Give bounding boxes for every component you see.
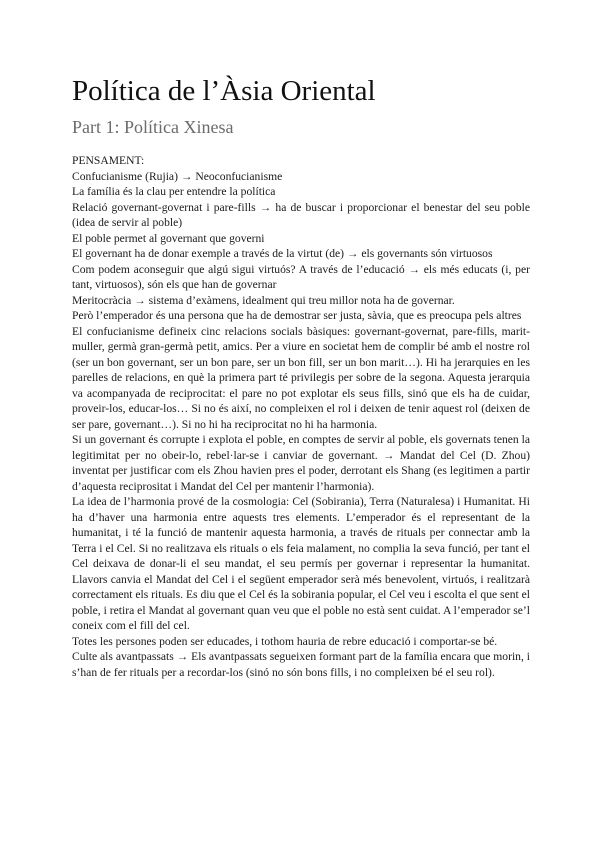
paragraph: El governant ha de donar exemple a través de la virtut (de) → els governants són virtuosos <box>72 247 493 260</box>
document-body <box>72 153 530 680</box>
paragraph: Culte als avantpassats → Els avantpassats segueixen formant part de la família encara que morin, i s’han de fer rituals per a recordar-los (sinó no són bons fills, i no compleixen bé el seu rol). <box>72 650 530 679</box>
section-heading: PENSAMENT: <box>72 154 145 167</box>
paragraph: Totes les persones poden ser educades, i tothom hauria de rebre educació i comportar-se bé. <box>72 634 498 648</box>
paragraph: El poble permet al governant que governi <box>72 231 265 245</box>
paragraph: Confucianisme (Rujia) → Neoconfucianisme <box>72 169 283 183</box>
paragraph: Com podem aconseguir que algú sigui virtuós? A través de l’educació → els més educats (i, per tant, virtuosos), són els que han de governar <box>72 262 530 291</box>
paragraph: Si un governant és corrupte i explota el poble, en comptes de servir al poble, els governats tenen la legitimitat per no obeir-lo, rebel·lar-se i canviar de governant. → Mandat del Cel (D. Zhou) inventat per justificar com els Zhou havien pres el poder, derrotant els Shang (es legitimen a partir d’aquesta reciprositat i Mandat del Cel per mantenir l’harmonia). <box>72 433 530 493</box>
paragraph: Però l’emperador és una persona que ha de demostrar ser justa, sàvia, que es preocupa pels altres <box>72 309 522 322</box>
page-subtitle: Part 1: Política Xinesa <box>72 117 234 137</box>
paragraph: Meritocràcia → sistema d’exàmens, idealment qui treu millor nota ha de governar. <box>72 293 455 307</box>
paragraph: La idea de l’harmonia prové de la cosmologia: Cel (Sobirania), Terra (Naturalesa) i Humanitat. Hi ha d’haver una harmonia entre aquests tres elements. L’emperador és el representant de la humanitat, i té la funció de mantenir aquesta harmonia, a través de rituals per connectar amb la Terra i el Cel. Si no realitzava els rituals o els feia malament, no complia la seva funció, per tant el Cel deixava de donar-li el seu mandat, el seu permís per governar i representar la humanitat. Llavors canvia el Mandat del Cel i el següent emperador serà més benevolent, virtuós, i realitzarà correctament els rituals. Es diu que el Cel és la sobirania popular, el Cel veu i escolta el que sent el poble, i retira el Mandat al governant quan veu que el poble no està sent cuidat. A l’emperador se’l coneix com el fill del cel. <box>72 495 530 632</box>
paragraph: Relació governant-governat i pare-fills → ha de buscar i proporcionar el benestar del seu poble (idea de servir al poble) <box>72 200 530 229</box>
page-title: Política de l’Àsia Oriental <box>72 75 376 107</box>
paragraph: El confucianisme defineix cinc relacions socials bàsiques: governant-governat, pare-fills, marit-muller, germà gran-germà petit, amics. Per a viure en societat hem de complir bé amb el nostre rol (ser un bon governant, ser un bon pare, ser un bon fill, ser un bon marit…). Hi ha jerarquies en les parelles de relacions, en què la primera part té privilegis per sobre de la segona. Aquesta jerarquia va acompanyada de reciprocitat: el pare no pot explotar els seus fills, sinó que els ha de cuidar, proveir-los, educar-los… Si no és així, no compleixen el rol i deixen de tenir aquest rol (deixen de ser pare, governant…). Si no hi ha reciprocitat no hi ha harmonia. <box>72 324 530 431</box>
paragraph: La família és la clau per entendre la política <box>72 185 276 198</box>
